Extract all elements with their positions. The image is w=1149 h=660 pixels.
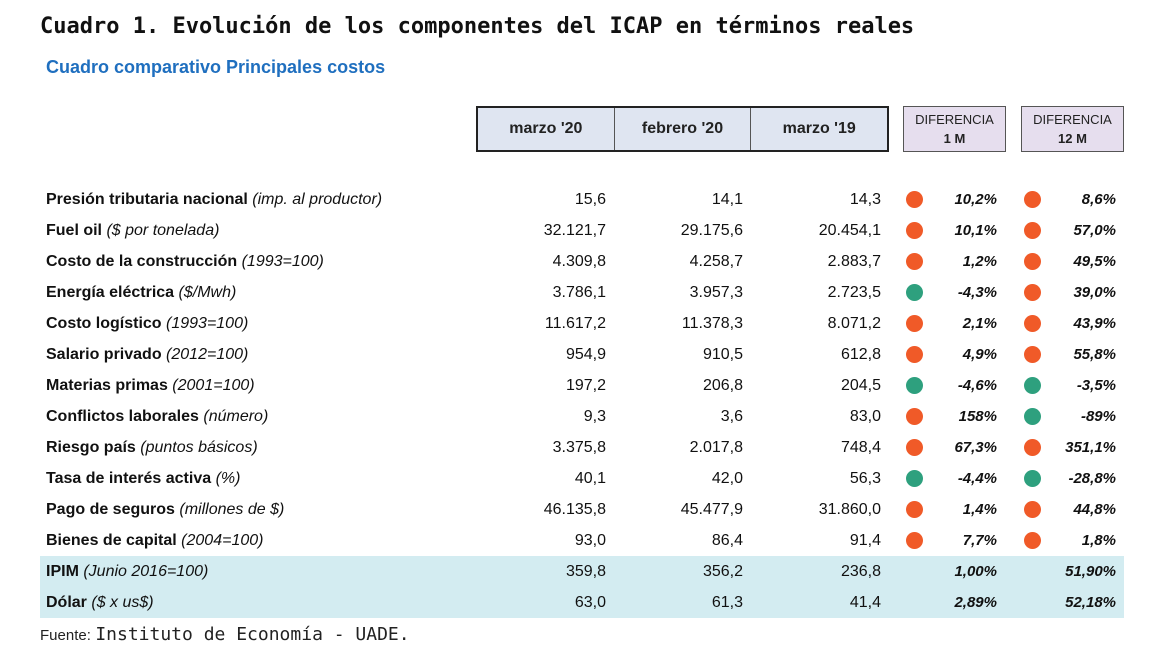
row-label-name: Costo logístico: [46, 315, 162, 332]
source-prefix: Fuente:: [40, 627, 91, 644]
diff-1m-value: 1,2%: [962, 253, 997, 270]
value-c3: 91,4: [849, 532, 881, 549]
row-label-name: IPIM: [46, 563, 79, 580]
diff-1m-line2: 1 M: [943, 131, 966, 146]
value-c3: 41,4: [849, 594, 881, 611]
diff-12m-line2: 12 M: [1058, 131, 1087, 146]
row-label-unit: (1993=100): [241, 253, 324, 270]
row-label-name: Pago de seguros: [46, 501, 175, 518]
diff-12m-value: 43,9%: [1073, 315, 1116, 332]
value-c1: 4.309,8: [552, 253, 606, 270]
row-label-unit: (1993=100): [166, 315, 249, 332]
diff-12m-value: 351,1%: [1065, 439, 1116, 456]
table-row: [40, 432, 1124, 463]
row-label-unit: (puntos básicos): [140, 439, 258, 456]
row-label-unit: (%): [215, 470, 241, 487]
value-c1: 3.375,8: [552, 439, 606, 456]
value-c2: 2.017,8: [689, 439, 743, 456]
row-label-name: Materias primas: [46, 377, 168, 394]
diff-12m-value: 55,8%: [1073, 346, 1116, 363]
value-c3: 748,4: [840, 439, 881, 456]
diff-1m-value: -4,4%: [957, 470, 997, 487]
value-c2: 11.378,3: [681, 315, 743, 332]
source-note: [40, 624, 410, 645]
value-c2: 61,3: [711, 594, 743, 611]
row-label: [46, 215, 219, 246]
row-label-name: Riesgo país: [46, 439, 136, 456]
column-header-febrero-20: febrero '20: [614, 108, 751, 150]
row-label: [46, 184, 382, 215]
row-label-unit: (imp. al productor): [252, 191, 383, 208]
diff-12m-value: 57,0%: [1073, 222, 1116, 239]
value-c3: 14,3: [849, 191, 881, 208]
value-c2: 45.477,9: [680, 501, 743, 518]
diff-1m-line1: DIFERENCIA: [915, 112, 994, 127]
diff-12m-line1: DIFERENCIA: [1033, 112, 1112, 127]
table-row: [40, 339, 1124, 370]
value-c1: 32.121,7: [543, 222, 606, 239]
row-label-unit: (número): [203, 408, 269, 425]
row-label-name: Energía eléctrica: [46, 284, 175, 301]
value-c1: 15,6: [574, 191, 606, 208]
row-label: [46, 587, 154, 618]
row-label-unit: ($ x us$): [91, 594, 154, 611]
page-title: Cuadro 1. Evolución de los componentes del ICAP en términos reales: [40, 14, 915, 39]
diff-1m-value: 7,7%: [962, 532, 997, 549]
row-label-unit: ($/Mwh): [178, 284, 237, 301]
row-label-name: Tasa de interés activa: [46, 470, 212, 487]
table-row: [40, 215, 1124, 246]
row-label-unit: (2012=100): [166, 346, 249, 363]
highlight-row: [40, 556, 1124, 587]
table-row: [40, 463, 1124, 494]
value-c2: 29.175,6: [680, 222, 743, 239]
value-c2: 3.957,3: [689, 284, 743, 301]
table-row: [40, 277, 1124, 308]
value-c2: 3,6: [720, 408, 743, 425]
row-label-name: Fuel oil: [46, 222, 102, 239]
value-c1: 954,9: [565, 346, 606, 363]
value-c3: 2.883,7: [827, 253, 881, 270]
diff-12m-value: 49,5%: [1073, 253, 1116, 270]
row-label-unit: (millones de $): [179, 501, 285, 518]
row-label-unit: (2001=100): [172, 377, 255, 394]
value-c1: 46.135,8: [543, 501, 606, 518]
table-row: [40, 308, 1124, 339]
value-c3: 2.723,5: [827, 284, 881, 301]
column-header-group: [476, 106, 889, 152]
value-c1: 40,1: [574, 470, 606, 487]
row-label: [46, 370, 255, 401]
table-row: [40, 370, 1124, 401]
diff-12m-value: 1,8%: [1081, 532, 1116, 549]
diff-1m-value: 67,3%: [954, 439, 997, 456]
row-label: [46, 308, 248, 339]
value-c1: 63,0: [574, 594, 606, 611]
value-c3: 20.454,1: [818, 222, 881, 239]
value-c3: 204,5: [840, 377, 881, 394]
value-c3: 83,0: [849, 408, 881, 425]
row-label-name: Costo de la construcción: [46, 253, 238, 270]
diff-1m-value: 4,9%: [962, 346, 997, 363]
row-label: [46, 463, 240, 494]
diff-1m-value: 10,2%: [954, 191, 997, 208]
diff-12m-value: -89%: [1080, 408, 1116, 425]
row-label: [46, 494, 284, 525]
row-label-unit: (2004=100): [181, 532, 264, 549]
value-c2: 356,2: [702, 563, 743, 580]
row-label-unit: (Junio 2016=100): [83, 563, 209, 580]
diff-12m-value: 52,18%: [1065, 594, 1116, 611]
table-row: [40, 246, 1124, 277]
diff-1m-value: 10,1%: [954, 222, 997, 239]
value-c1: 197,2: [565, 377, 606, 394]
diff-1m-value: 1,00%: [954, 563, 997, 580]
diff-12m-value: -3,5%: [1076, 377, 1116, 394]
highlight-row: [40, 587, 1124, 618]
diff-1m-value: 1,4%: [962, 501, 997, 518]
row-label: [46, 339, 248, 370]
diff-1m-value: 2,89%: [954, 594, 997, 611]
value-c1: 359,8: [565, 563, 606, 580]
diff-12m-value: 8,6%: [1081, 191, 1116, 208]
column-header-diff-1m: [903, 106, 1006, 152]
row-label-unit: ($ por tonelada): [106, 222, 220, 239]
diff-12m-value: 39,0%: [1073, 284, 1116, 301]
table-row: [40, 401, 1124, 432]
value-c3: 56,3: [849, 470, 881, 487]
value-c1: 9,3: [583, 408, 606, 425]
diff-12m-value: 51,90%: [1065, 563, 1116, 580]
diff-12m-value: 44,8%: [1073, 501, 1116, 518]
value-c2: 42,0: [711, 470, 743, 487]
diff-1m-value: 158%: [958, 408, 997, 425]
table-row: [40, 184, 1124, 215]
column-header-marzo-19: marzo '19: [750, 108, 887, 150]
row-label: [46, 556, 208, 587]
value-c3: 236,8: [840, 563, 881, 580]
value-c2: 86,4: [711, 532, 743, 549]
value-c2: 14,1: [711, 191, 743, 208]
diff-1m-value: -4,6%: [957, 377, 997, 394]
diff-1m-value: 2,1%: [962, 315, 997, 332]
row-label-name: Bienes de capital: [46, 532, 177, 549]
column-header-diff-12m: [1021, 106, 1124, 152]
value-c2: 206,8: [702, 377, 743, 394]
row-label: [46, 246, 324, 277]
table-row: [40, 525, 1124, 556]
value-c1: 93,0: [574, 532, 606, 549]
value-c2: 910,5: [702, 346, 743, 363]
value-c1: 3.786,1: [552, 284, 606, 301]
row-label-name: Dólar: [46, 594, 87, 611]
value-c3: 612,8: [840, 346, 881, 363]
table-row: [40, 494, 1124, 525]
row-label-name: Salario privado: [46, 346, 162, 363]
value-c1: 11.617,2: [544, 315, 606, 332]
row-label-name: Presión tributaria nacional: [46, 191, 248, 208]
row-label: [46, 277, 236, 308]
column-header-marzo-20: marzo '20: [509, 120, 583, 137]
page-subtitle: Cuadro comparativo Principales costos: [46, 57, 386, 77]
row-label: [46, 432, 258, 463]
source-text: Instituto de Economía - UADE.: [95, 624, 410, 645]
row-label: [46, 525, 263, 556]
value-c2: 4.258,7: [689, 253, 743, 270]
diff-12m-value: -28,8%: [1068, 470, 1116, 487]
value-c3: 31.860,0: [818, 501, 881, 518]
value-c3: 8.071,2: [827, 315, 881, 332]
diff-1m-value: -4,3%: [957, 284, 997, 301]
row-label-name: Conflictos laborales: [46, 408, 199, 425]
row-label: [46, 401, 268, 432]
